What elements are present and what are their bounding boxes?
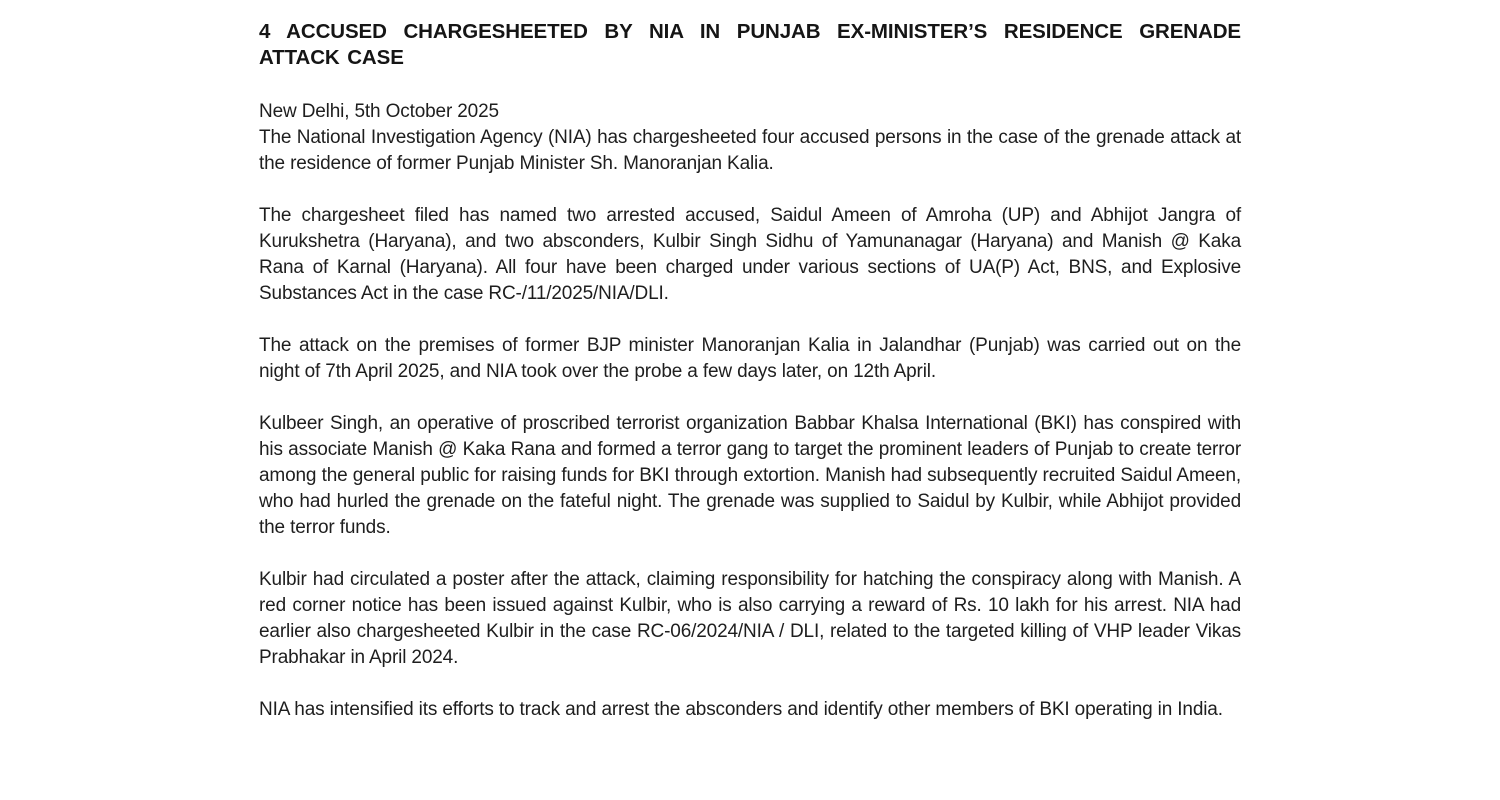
headline: 4 ACCUSED CHARGESHEETED BY NIA IN PUNJAB EX-MINISTER’S RESIDENCE GRENADE ATTACK CASE xyxy=(259,20,1241,69)
paragraph-attack-details: The attack on the premises of former BJP minister Manoranjan Kalia in Jalandhar (Punjab) was carried out on the night of 7th April 2025, and NIA took over the probe a few days later, on 12th April. xyxy=(259,335,1241,382)
paragraph-closing: NIA has intensified its efforts to track and arrest the absconders and identify other members of BKI operating in India. xyxy=(259,699,1223,720)
paragraph-chargesheet-names: The chargesheet filed has named two arrested accused, Saidul Ameen of Amroha (UP) and Abhijot Jangra of Kurukshetra (Haryana), and two absconders, Kulbir Singh Sidhu of Yamunanagar (Haryana) and Manish @ Kaka Rana of Karnal (Haryana). All four have been charged under various sections of UA(P) Act, BNS, and Explosive Substances Act in the case RC-/11/2025/NIA/DLI. xyxy=(259,205,1241,304)
press-release-article xyxy=(259,19,1241,723)
dateline: New Delhi, 5th October 2025 xyxy=(259,101,499,122)
paragraph-poster-reward: Kulbir had circulated a poster after the attack, claiming responsibility for hatching the conspiracy along with Manish. A red corner notice has been issued against Kulbir, who is also carrying a reward of Rs. 10 lakh for his arrest. NIA had earlier also chargesheeted Kulbir in the case RC-06/2024/NIA / DLI, related to the targeted killing of VHP leader Vikas Prabhakar in April 2024. xyxy=(259,569,1241,668)
paragraph-intro: The National Investigation Agency (NIA) has chargesheeted four accused persons in the case of the grenade attack at the residence of former Punjab Minister Sh. Manoranjan Kalia. xyxy=(259,127,1241,174)
paragraph-conspiracy: Kulbeer Singh, an operative of proscribed terrorist organization Babbar Khalsa International (BKI) has conspired with his associate Manish @ Kaka Rana and formed a terror gang to target the prominent leaders of Punjab to create terror among the general public for raising funds for BKI through extortion. Manish had subsequently recruited Saidul Ameen, who had hurled the grenade on the fateful night. The grenade was supplied to Saidul by Kulbir, while Abhijot provided the terror funds. xyxy=(259,413,1241,538)
